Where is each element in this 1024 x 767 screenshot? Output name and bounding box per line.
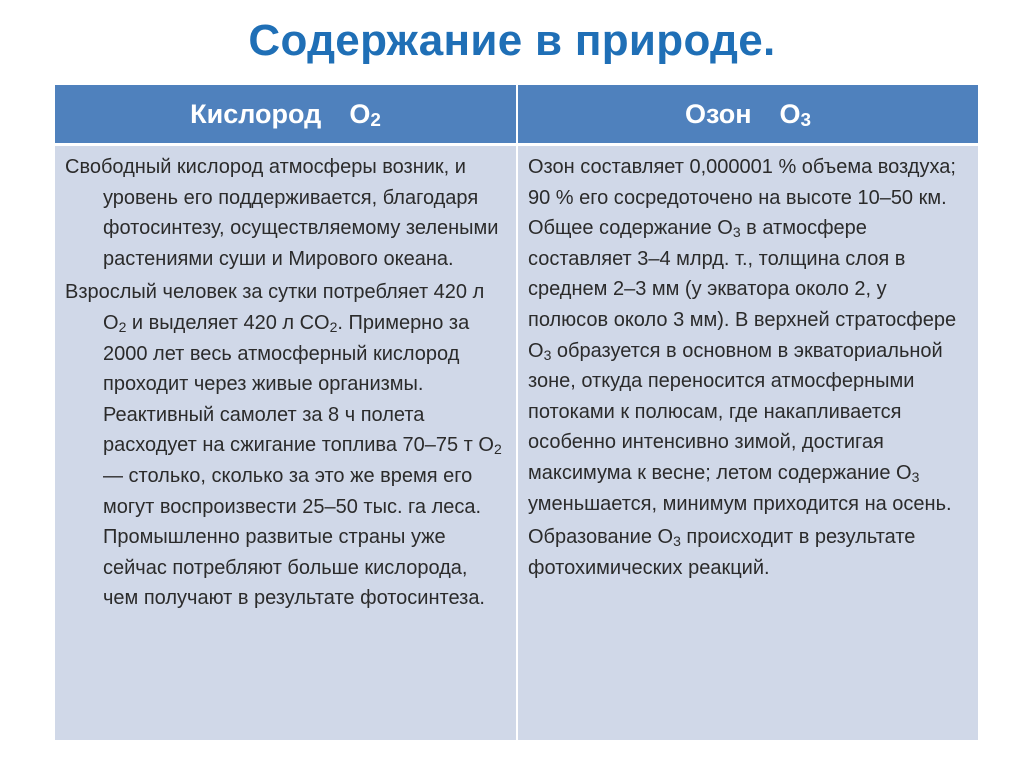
text-run: и выделяет 420 л CO — [126, 311, 330, 334]
header-oxygen-name: Кислород — [190, 98, 322, 129]
formula-subscript: 2 — [370, 109, 381, 131]
oxygen-paragraph-2 — [65, 277, 508, 614]
ozone-cell — [517, 145, 978, 741]
subscript: 3 — [673, 533, 681, 550]
subscript: 3 — [911, 468, 920, 485]
subscript: 3 — [732, 224, 741, 241]
content-row — [55, 145, 978, 741]
header-oxygen-formula — [349, 99, 381, 129]
text-run: Взрослый человек за сутки потребляет 420 л O — [65, 281, 485, 334]
ozone-paragraph-2 — [528, 522, 970, 583]
formula-letter: O — [779, 98, 801, 129]
oxygen-paragraph-1: Свободный кислород атмосферы возник, и уровень его поддерживается, благодаря фотосинтезу, осуществляемому зелеными растениями суши и Мирового океана. — [65, 156, 499, 270]
subscript: 2 — [118, 318, 127, 335]
formula-subscript: 3 — [800, 109, 812, 131]
text-run: Образование O — [528, 526, 674, 549]
text-run: . Примерно за 2000 лет весь атмосферный кислород проходит через живые организмы. Реактивный самолет за 8 ч полета расходует на сжигание топлива 70–75 т O — [103, 311, 494, 457]
header-ozone-name: Озон — [684, 98, 752, 129]
slide-title: Содержание в природе. — [248, 16, 776, 65]
header-ozone — [517, 85, 978, 145]
text-run: происходит в результате фотохимических реакций. — [528, 526, 916, 579]
header-ozone-formula — [780, 99, 812, 129]
text-run: — столько, сколько за это же время его могут воспроизвести 25–50 тыс. га леса. Промышленно развитые страны уже сейчас потребляют больше кислорода, чем получают в результате фотосинтеза. — [103, 464, 485, 610]
subscript: 2 — [329, 318, 338, 335]
comparison-table — [55, 85, 978, 740]
text-run: образуется в основном в экваториальной зоне, откуда переносится атмосферными потоками к полюсам, где накапливается особенно интенсивно зимой, достигая максимума к весне; летом содержание O — [528, 339, 943, 484]
text-run: уменьшается, минимум приходится на осень. — [528, 492, 952, 515]
text-run: Озон составляет 0,000001 % объема воздуха; 90 % его сосредоточено на высоте 10–50 км. Общее содержание O — [528, 156, 956, 240]
ozone-paragraph-1 — [528, 152, 970, 519]
header-oxygen — [55, 85, 517, 145]
subscript: 3 — [543, 346, 552, 363]
header-row — [55, 85, 978, 145]
subscript: 2 — [493, 441, 502, 458]
text-run: в атмосфере составляет 3–4 млрд. т., толщина слоя в среднем 2–3 мм (у экватора около 2, у полюсов около 3 мм). В верхней стратосфере O — [528, 217, 957, 362]
formula-letter: O — [349, 98, 371, 129]
oxygen-cell — [55, 145, 517, 741]
